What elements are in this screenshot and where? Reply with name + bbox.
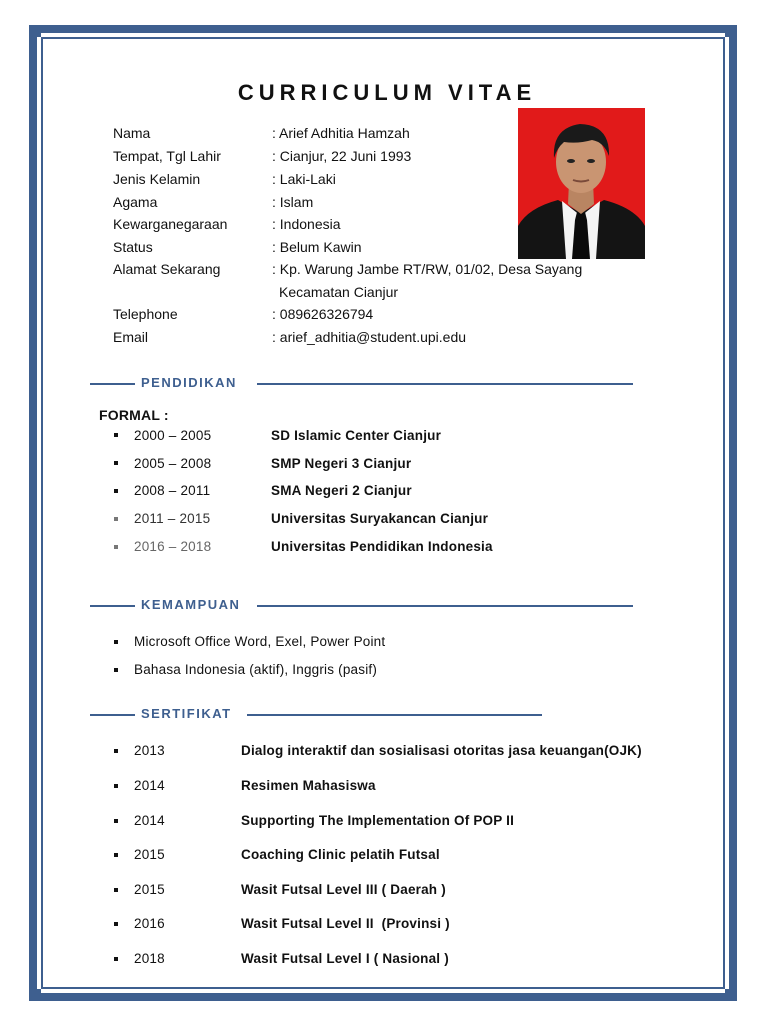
section-title: KEMAMPUAN xyxy=(141,597,241,612)
info-value: : Arief Adhitia Hamzah xyxy=(272,125,410,141)
info-label: Jenis Kelamin xyxy=(113,171,201,187)
section-rule xyxy=(90,383,135,385)
education-years: 2005 – 2008 xyxy=(134,456,212,471)
bullet-icon xyxy=(114,545,118,549)
bullet-icon xyxy=(114,888,118,892)
education-school: Universitas Suryakancan Cianjur xyxy=(271,511,489,526)
education-school: SMP Negeri 3 Cianjur xyxy=(271,456,412,471)
bullet-icon xyxy=(114,433,118,437)
certificate-name: Resimen Mahasiswa xyxy=(241,778,376,793)
info-label: Kewarganegaraan xyxy=(113,216,228,232)
section-header-kemampuan xyxy=(90,596,633,616)
certificate-name: Wasit Futsal Level III ( Daerah ) xyxy=(241,882,446,897)
info-value: : arief_adhitia@student.upi.edu xyxy=(272,329,467,345)
certificate-year: 2014 xyxy=(134,813,165,828)
education-school: SMA Negeri 2 Cianjur xyxy=(271,483,412,498)
info-value: : Laki-Laki xyxy=(272,171,336,187)
info-label: Nama xyxy=(113,125,151,141)
education-school: Universitas Pendidikan Indonesia xyxy=(271,539,493,554)
bullet-icon xyxy=(114,489,118,493)
section-header-pendidikan xyxy=(90,374,633,394)
section-rule xyxy=(90,714,135,716)
education-school: SD Islamic Center Cianjur xyxy=(271,428,442,443)
certificate-name: Wasit Futsal Level II (Provinsi ) xyxy=(241,916,450,931)
certificate-name: Coaching Clinic pelatih Futsal xyxy=(241,847,440,862)
certificate-name: Dialog interaktif dan sosialisasi otoritas jasa keuangan(OJK) xyxy=(241,743,642,758)
bullet-icon xyxy=(114,461,118,465)
info-value: : Indonesia xyxy=(272,216,341,232)
info-value: Kecamatan Cianjur xyxy=(279,284,399,300)
bullet-icon xyxy=(114,784,118,788)
info-value: : Kp. Warung Jambe RT/RW, 01/02, Desa Sayang xyxy=(272,261,583,277)
certificate-name: Wasit Futsal Level I ( Nasional ) xyxy=(241,951,449,966)
certificate-year: 2013 xyxy=(134,743,165,758)
skill-item: Bahasa Indonesia (aktif), Inggris (pasif) xyxy=(134,662,378,677)
info-value: : Islam xyxy=(272,194,314,210)
bullet-icon xyxy=(114,853,118,857)
border-corner xyxy=(725,25,737,37)
section-rule xyxy=(257,605,633,607)
bullet-icon xyxy=(114,922,118,926)
info-label: Agama xyxy=(113,194,158,210)
border-corner xyxy=(29,25,41,37)
certificate-year: 2015 xyxy=(134,847,165,862)
border-corner xyxy=(29,989,41,1001)
info-label: Tempat, Tgl Lahir xyxy=(113,148,221,164)
certificate-year: 2015 xyxy=(134,882,165,897)
education-years: 2011 – 2015 xyxy=(134,511,211,526)
formal-label: FORMAL : xyxy=(99,407,169,423)
education-years: 2000 – 2005 xyxy=(134,428,212,443)
education-years: 2016 – 2018 xyxy=(134,539,212,554)
section-header-sertifikat xyxy=(90,705,542,725)
education-years: 2008 – 2011 xyxy=(134,483,211,498)
info-label: Status xyxy=(113,239,153,255)
info-label: Telephone xyxy=(113,306,178,322)
section-rule xyxy=(257,383,633,385)
bullet-icon xyxy=(114,957,118,961)
info-value: : Belum Kawin xyxy=(272,239,362,255)
bullet-icon xyxy=(114,819,118,823)
skill-item: Microsoft Office Word, Exel, Power Point xyxy=(134,634,386,649)
bullet-icon xyxy=(114,517,118,521)
bullet-icon xyxy=(114,640,118,644)
section-rule xyxy=(90,605,135,607)
certificate-year: 2014 xyxy=(134,778,165,793)
person-portrait-icon xyxy=(518,108,645,259)
info-value: : 089626326794 xyxy=(272,306,374,322)
certificate-year: 2016 xyxy=(134,916,165,931)
bullet-icon xyxy=(114,668,118,672)
certificate-name: Supporting The Implementation Of POP II xyxy=(241,813,515,828)
section-title: SERTIFIKAT xyxy=(141,706,232,721)
profile-photo xyxy=(518,108,645,259)
border-corner xyxy=(725,989,737,1001)
info-label: Alamat Sekarang xyxy=(113,261,221,277)
info-label: Email xyxy=(113,329,149,345)
certificate-year: 2018 xyxy=(134,951,165,966)
section-title: PENDIDIKAN xyxy=(141,375,237,390)
page-title: CURRICULUM VITAE xyxy=(237,80,537,105)
bullet-icon xyxy=(114,749,118,753)
section-rule xyxy=(247,714,542,716)
info-value: : Cianjur, 22 Juni 1993 xyxy=(272,148,412,164)
